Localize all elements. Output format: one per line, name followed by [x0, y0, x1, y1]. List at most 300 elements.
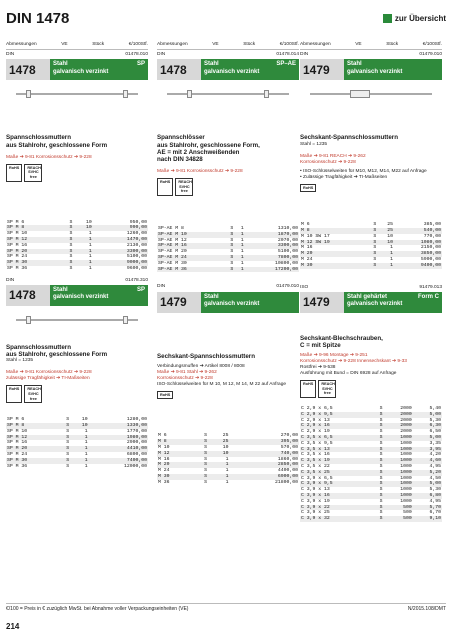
back-label: zur Übersicht — [394, 14, 446, 23]
table-cell: S — [61, 237, 73, 243]
table-cell: S — [230, 226, 234, 231]
table-cell: 6,70 — [429, 510, 441, 516]
links[interactable]: Maße ➔ 9-81 Stahl ➔ 9-262 Korrosionsschutz ➔ 9-228 — [157, 369, 217, 381]
table-cell: 4400,00 — [277, 468, 298, 474]
table-cell: S — [230, 249, 234, 255]
table-cell: S — [367, 251, 378, 257]
table-cell: 385,00 — [423, 222, 441, 228]
table-cell: S — [379, 475, 383, 481]
table-cell: S — [379, 452, 383, 458]
table-cell: S — [373, 493, 384, 499]
table-cell: 1000 — [383, 470, 412, 476]
table-cell: 4410,00 — [89, 446, 148, 452]
product-drawing — [300, 82, 442, 106]
links[interactable]: Maße ➔ 9-81 Korrosionsschutz ➔ 9-228 — [6, 154, 92, 160]
table-cell: 1 — [73, 260, 92, 266]
table-row — [300, 516, 442, 522]
table-cell: S — [379, 440, 383, 446]
table-cell: 1 — [88, 265, 92, 271]
table-cell: SP M 8 — [6, 225, 61, 231]
table-cell: S — [59, 458, 71, 464]
material: Stahl = 1235 — [6, 358, 34, 364]
table-cell: 1 — [70, 458, 88, 464]
table-cell: 4,60 — [413, 458, 442, 464]
table-cell: S — [194, 462, 208, 468]
table-cell: 1 — [234, 267, 245, 273]
table-cell: 5,30 — [429, 417, 441, 423]
table-cell: S — [59, 423, 71, 429]
table-cell: 1000 — [383, 493, 412, 499]
table-cell: 1 — [240, 249, 244, 255]
table-cell: 2850,00 — [230, 462, 299, 468]
table-cell: S — [69, 254, 73, 260]
table-cell: SP M 24 — [7, 451, 28, 457]
table-4 — [6, 417, 148, 469]
col-header: Abmessungen VE Stück €/100Stf. — [300, 42, 442, 50]
table-cell: 1000 — [400, 452, 412, 458]
table-cell: SP M 36 — [7, 265, 28, 271]
table-cell: C 3,9 x 16 — [300, 493, 373, 499]
table-cell: 1860,00 — [277, 456, 298, 462]
table-cell: 1870,00 — [245, 232, 299, 238]
page-number: 214 — [6, 622, 20, 631]
table-cell: 770,00 — [423, 233, 441, 239]
reach-badge: REACH SVHC free — [175, 178, 193, 196]
table-3 — [300, 222, 442, 268]
table-cell: C 2,9 x 9,5 — [300, 412, 373, 418]
table-cell: 950,00 — [129, 219, 147, 225]
table-cell: 1280,00 — [126, 417, 147, 423]
links[interactable]: Maße ➔ 9-81 REACH ➔ 9-262 Korrosionsschutz ➔ 9-228 — [300, 153, 366, 165]
product-ref: DIN 01479.010 — [300, 52, 442, 58]
table-cell: 1 — [208, 462, 230, 468]
product-band[interactable]: 1479 Stahl galvanisch verzinkt — [157, 292, 299, 313]
table-cell: S — [379, 405, 383, 411]
table-cell: 4,95 — [429, 463, 441, 469]
reach-badge: REACH SVHC free — [24, 385, 42, 403]
table-cell: C 3,5 x 19 — [300, 458, 373, 464]
table-cell: 1 — [234, 243, 245, 249]
table-cell: S — [61, 225, 73, 231]
table-cell: 3300,00 — [245, 243, 299, 249]
table-cell: M 24 — [301, 256, 313, 262]
table-cell: SP M 20 — [6, 446, 59, 452]
table-cell: M 30 — [300, 263, 367, 269]
table-cell: S — [204, 479, 208, 485]
table-cell: S — [373, 458, 384, 464]
table-cell: 500 — [383, 516, 412, 522]
table-cell: SP M 16 — [7, 242, 28, 248]
rohs-badge: RoHS — [157, 178, 173, 196]
din-number: 1478 — [6, 59, 50, 80]
table-6 — [300, 406, 442, 522]
section-title: Sechskant-Spannschlossmuttern — [300, 134, 398, 142]
table-cell: 5,40 — [429, 405, 441, 411]
table-cell: 2000 — [400, 405, 412, 411]
table-cell: 1000 — [383, 447, 412, 453]
table-cell: 17200,00 — [245, 267, 299, 273]
table-cell: 10 — [222, 444, 229, 450]
table-cell: C 2,9 x 19 — [301, 429, 330, 435]
table-cell: C 3,5 x 22 — [301, 463, 330, 469]
din-number: 1479 — [157, 292, 201, 313]
table-cell: 3,35 — [429, 440, 441, 446]
table-cell: SP M 36 — [7, 463, 28, 469]
section-title: Sechskant-Blechschrauben, C = mit Spitze — [300, 334, 383, 349]
table-cell: 2000 — [383, 412, 412, 418]
table-cell: 7400,00 — [89, 458, 148, 464]
sub: Verbindungsmuffen ➔ Artikel 8008 / 8008 — [157, 363, 245, 369]
table-1 — [6, 220, 148, 272]
table-cell: 1 — [240, 226, 244, 231]
table-cell: S — [194, 451, 208, 457]
table-cell: 10 — [73, 225, 92, 231]
note-1: Rostfrei ➔ 9-538 — [300, 365, 336, 371]
table-cell: S — [230, 260, 234, 266]
product-band[interactable]: 1478 SP–AE Stahl galvanisch verzinkt — [157, 59, 299, 80]
table-cell: 25 — [377, 228, 394, 234]
table-cell: 2130,00 — [126, 242, 147, 248]
table-cell: 10800,00 — [274, 260, 298, 266]
din-number: 1479 — [300, 59, 344, 80]
table-cell: S — [224, 243, 235, 249]
table-cell: C 3,5 x 6,5 — [300, 435, 373, 441]
table-cell: 740,00 — [230, 451, 299, 457]
table-cell: SP M 20 — [6, 249, 61, 255]
table-cell: C 2,9 x 16 — [300, 423, 373, 429]
table-cell: 1080,00 — [394, 240, 442, 246]
table-cell: 10 — [377, 240, 394, 246]
table-cell: S — [379, 487, 383, 493]
table-cell: S — [69, 231, 73, 237]
table-cell: C 3,9 x 9,5 — [300, 481, 373, 487]
table-cell: SP M 24 — [7, 254, 28, 260]
product-ref: DIN 01478.010 — [6, 52, 148, 58]
table-cell: 7800,00 — [245, 255, 299, 261]
table-cell: SP M 6 — [7, 417, 25, 423]
table-cell: 25 — [222, 433, 229, 439]
table-cell: S — [367, 240, 378, 246]
product-drawing — [6, 82, 148, 106]
note-1: • ISO-Schlüsselweiten für M10, M12, M14, M22 auf Anfrage — [300, 168, 427, 174]
table-cell: S — [373, 423, 384, 429]
table-cell: M 8 — [300, 228, 367, 234]
table-cell: S — [373, 435, 384, 441]
table-cell: 4,50 — [429, 475, 441, 481]
table-cell: C 3,9 x 25 — [301, 510, 330, 516]
table-cell: 9000,00 — [93, 260, 148, 266]
table-cell: S — [204, 444, 208, 450]
table-cell: 1 — [234, 255, 245, 261]
table-cell: 1260,00 — [126, 231, 147, 237]
table-cell: 1 — [70, 435, 88, 441]
table-cell: 1000 — [400, 463, 412, 469]
table-row — [157, 267, 299, 273]
table-cell: 1 — [225, 468, 229, 474]
table-cell: 395,00 — [230, 439, 299, 445]
table-cell: 5,00 — [413, 435, 442, 441]
table-cell: 1980,00 — [89, 435, 148, 441]
back-to-overview-link[interactable] — [383, 14, 446, 23]
product-ref: DIN 01478.014 — [157, 52, 299, 58]
table-cell: 5900,00 — [420, 256, 441, 262]
table-cell: 6800,00 — [126, 451, 147, 457]
table-cell: SP-AE M 36 — [157, 267, 224, 273]
table-cell: 5,00 — [413, 412, 442, 418]
table-cell: 6,80 — [413, 493, 442, 499]
table-cell: 500 — [383, 505, 412, 511]
table-row — [300, 263, 442, 269]
table-cell: S — [194, 439, 208, 445]
table-cell: SP M 12 — [6, 435, 59, 441]
table-row — [157, 480, 299, 486]
table-cell: SP-AE M 30 — [158, 260, 187, 266]
table-cell: 25 — [387, 222, 394, 228]
table-cell: 5,20 — [413, 470, 442, 476]
table-cell: S — [373, 505, 384, 511]
table-cell: S — [204, 456, 208, 462]
din-number: 1479 — [300, 292, 344, 313]
page-title: DIN 1478 — [6, 10, 70, 27]
table-cell: 500 — [403, 510, 412, 516]
table-cell: SP-AE M 8 — [158, 226, 184, 231]
product-drawing — [157, 82, 299, 106]
col-header: Abmessungen VE Stück €/100Stf. — [157, 42, 299, 50]
table-cell: 1 — [84, 428, 88, 434]
table-cell: S — [379, 498, 383, 504]
table-cell: M 10 SW 17 — [301, 233, 330, 239]
table-cell: 10 — [387, 233, 394, 239]
table-cell: SP-AE M 12 — [158, 237, 187, 243]
table-cell: C 2,9 x 13 — [301, 417, 330, 423]
table-cell: 1 — [84, 463, 88, 469]
badges — [300, 184, 442, 193]
footer: €/100 = Preis in € zuzüglich MwSt. bei Abnahme voller Verpackungseinheiten (VE) N/2015.108/DMT — [6, 603, 446, 612]
table-cell: S — [373, 481, 384, 487]
product-band[interactable]: 1479 Stahl galvanisch verzinkt — [300, 59, 442, 80]
product-band[interactable]: 1479 Form C Stahl gehärtet galvanisch verzinkt — [300, 292, 442, 313]
rohs-badge: RoHS — [157, 391, 173, 400]
table-cell: S — [373, 447, 384, 453]
reach-badge: REACH SVHC free — [318, 380, 336, 398]
din-number: 1478 — [157, 59, 201, 80]
table-cell: M 36 — [158, 479, 170, 485]
table-cell: 1 — [84, 440, 88, 446]
table-cell: S — [224, 232, 235, 238]
table-cell: S — [373, 233, 377, 239]
table-cell: M 6 — [158, 433, 167, 439]
table-cell: C 3,9 x 22 — [300, 505, 373, 511]
table-cell: S — [373, 256, 377, 262]
table-cell: 990,00 — [93, 225, 148, 231]
table-cell: S — [379, 417, 383, 423]
table-cell: 1000 — [383, 435, 412, 441]
table-cell: 3850,00 — [394, 251, 442, 257]
column-3 — [300, 42, 442, 522]
table-cell: S — [61, 249, 73, 255]
rohs-badge: RoHS — [300, 184, 316, 193]
table-cell: 5,30 — [429, 487, 441, 493]
table-cell: 1 — [240, 260, 244, 266]
table-cell: 1 — [88, 242, 92, 248]
badges — [157, 391, 299, 400]
table-cell: S — [379, 463, 383, 469]
table-cell: M 10 — [158, 444, 170, 450]
table-cell: C 2,9 x 6,5 — [301, 405, 333, 411]
table-cell: 3300,00 — [93, 249, 148, 255]
table-cell: S — [61, 260, 73, 266]
badges — [157, 178, 299, 196]
table-cell: C 3,9 x 6,5 — [301, 475, 333, 481]
table-cell: S — [224, 255, 235, 261]
table-cell: 1000 — [400, 475, 412, 481]
table-cell: S — [379, 429, 383, 435]
table-cell: C 3,9 x 32 — [300, 516, 373, 522]
table-cell: 1330,00 — [89, 423, 148, 429]
table-cell: 5100,00 — [126, 254, 147, 260]
table-cell: 1 — [70, 446, 88, 452]
material: Stahl = 1235 — [300, 141, 328, 147]
table-cell: S — [204, 433, 208, 439]
table-cell: S — [373, 516, 384, 522]
table-cell: SP M 12 — [6, 237, 61, 243]
table-cell: 4,20 — [429, 452, 441, 458]
table-cell: SP M 30 — [6, 458, 59, 464]
links[interactable]: Maße ➔ 9-81 Korrosionsschutz ➔ 9-228 — [6, 370, 92, 376]
table-cell: C 3,5 x 9,5 — [301, 440, 333, 446]
table-cell: 1 — [208, 474, 230, 480]
table-cell: 570,00 — [280, 444, 298, 450]
table-2 — [157, 226, 299, 272]
table-cell: S — [373, 245, 377, 251]
section-title: Spannschlossmuttern aus Stahlrohr, geschlossene Form — [6, 134, 108, 149]
table-cell: 1 — [225, 456, 229, 462]
table-cell: S — [69, 242, 73, 248]
table-cell: S — [230, 237, 234, 243]
rohs-badge: RoHS — [6, 164, 22, 182]
note: zulässige Tragfähigkeit ➔ TI-Maßseiten — [6, 376, 90, 382]
table-cell: M 16 — [158, 456, 170, 462]
table-cell: SP-AE M 24 — [157, 255, 224, 261]
table-cell: 1000 — [400, 440, 412, 446]
table-cell: S — [373, 470, 384, 476]
table-cell: 1 — [88, 254, 92, 260]
table-cell: SP M 6 — [7, 219, 25, 225]
links[interactable]: Maße ➔ 9-96 Montage ➔ 9-251 Korrosionsschutz ➔ 9-228 Innensechskant ➔ 9-33 — [300, 353, 407, 365]
table-cell: 6900,00 — [230, 474, 299, 480]
table-cell: S — [194, 474, 208, 480]
column-2 — [157, 42, 299, 486]
table-cell: 1000 — [400, 487, 412, 493]
table-cell: 1000 — [400, 498, 412, 504]
din-number: 1478 — [6, 285, 50, 306]
table-cell: 1000 — [383, 458, 412, 464]
table-cell: SP M 8 — [6, 423, 59, 429]
table-cell: 1 — [84, 451, 88, 457]
table-cell: C 3,9 x 13 — [301, 487, 330, 493]
table-cell: M 20 — [300, 251, 367, 257]
table-cell: 1470,00 — [93, 237, 148, 243]
table-cell: 9,10 — [413, 516, 442, 522]
table-cell: 1 — [73, 237, 92, 243]
product-ref: DIN 01479.010 — [157, 284, 299, 290]
table-cell: 21800,00 — [274, 479, 298, 485]
table-cell: 12000,00 — [123, 463, 147, 469]
table-cell: C 3,9 x 19 — [301, 498, 330, 504]
table-cell: S — [66, 428, 70, 434]
table-cell: S — [66, 417, 70, 423]
table-cell: S — [66, 440, 70, 446]
product-drawing — [6, 308, 148, 332]
table-cell: 270,00 — [280, 433, 298, 439]
table-row — [6, 464, 148, 470]
table-cell: M 16 — [301, 245, 313, 251]
table-cell: S — [66, 463, 70, 469]
links[interactable]: Maße ➔ 9-81 Korrosionsschutz ➔ 9-228 — [157, 169, 243, 175]
table-cell: 6,30 — [413, 423, 442, 429]
table-cell: M 12 SW 19 — [300, 240, 367, 246]
table-cell: 10 — [81, 417, 88, 423]
column-1 — [6, 42, 148, 469]
product-band[interactable]: 1478 SP Stahl galvanisch verzinkt — [6, 285, 148, 306]
badges — [6, 385, 148, 403]
table-cell: 9400,00 — [394, 263, 442, 269]
note: ISO-Schlüsselweiten für M 10, M 12, M 14, M 22 auf Anfrage — [157, 381, 287, 387]
table-cell: S — [379, 510, 383, 516]
section-title: Spannschlossmuttern aus Stahlrohr, geschlossene Form — [6, 343, 108, 359]
table-cell: 5100,00 — [277, 249, 298, 255]
table-cell: SP M 16 — [7, 440, 28, 446]
table-cell: 25 — [208, 439, 230, 445]
table-cell: C 3,5 x 25 — [300, 470, 373, 476]
table-cell: M 6 — [301, 222, 310, 228]
table-cell: S — [367, 228, 378, 234]
table-cell: 2000 — [383, 423, 412, 429]
section-title: Sechskant-Spannschlossmuttern — [157, 352, 255, 360]
table-cell: M 24 — [158, 468, 170, 474]
table-cell: 1 — [73, 249, 92, 255]
section-title: Spannschlösser aus Stahlrohr, geschlossene Form, AE = mit 2 Anschweißenden nach DIN 34828 — [157, 134, 260, 164]
table-cell: C 3,5 x 16 — [301, 452, 330, 458]
product-ref: DIN 01478.310 — [6, 277, 148, 283]
table-cell: S — [373, 222, 377, 228]
table-cell: S — [69, 265, 73, 271]
note-2: Ausführung mit Bund = DIN 6928 auf Anfrage — [300, 371, 397, 377]
table-cell: S — [373, 412, 384, 418]
table-cell: 5,70 — [413, 505, 442, 511]
table-cell: 1 — [234, 232, 245, 238]
table-cell: 2000 — [400, 429, 412, 435]
table-cell: S — [66, 451, 70, 457]
table-cell: 10 — [85, 219, 92, 225]
note-2: • Zulässige Tragfähigkeit ➔ TI-Maßseiten — [300, 174, 388, 180]
table-cell: 1310,00 — [277, 226, 298, 231]
table-cell: 2070,00 — [277, 237, 298, 243]
product-band[interactable]: 1478 SP Stahl galvanisch verzinkt — [6, 59, 148, 80]
table-cell: 1 — [390, 256, 394, 262]
table-cell: S — [69, 219, 73, 225]
table-cell: 4,95 — [429, 498, 441, 504]
table-cell: 6,50 — [429, 429, 441, 435]
table-cell: 540,00 — [394, 228, 442, 234]
table-cell: 5,00 — [413, 481, 442, 487]
table-cell: SP-AE M 16 — [157, 243, 224, 249]
table-cell: 1 — [377, 251, 394, 257]
col-header: Abmessungen VE Stück €/100Stf. — [6, 42, 148, 50]
rohs-badge: RoHS — [6, 385, 22, 403]
table-cell: 1 — [390, 245, 394, 251]
reach-badge: REACH SVHC free — [24, 164, 42, 182]
